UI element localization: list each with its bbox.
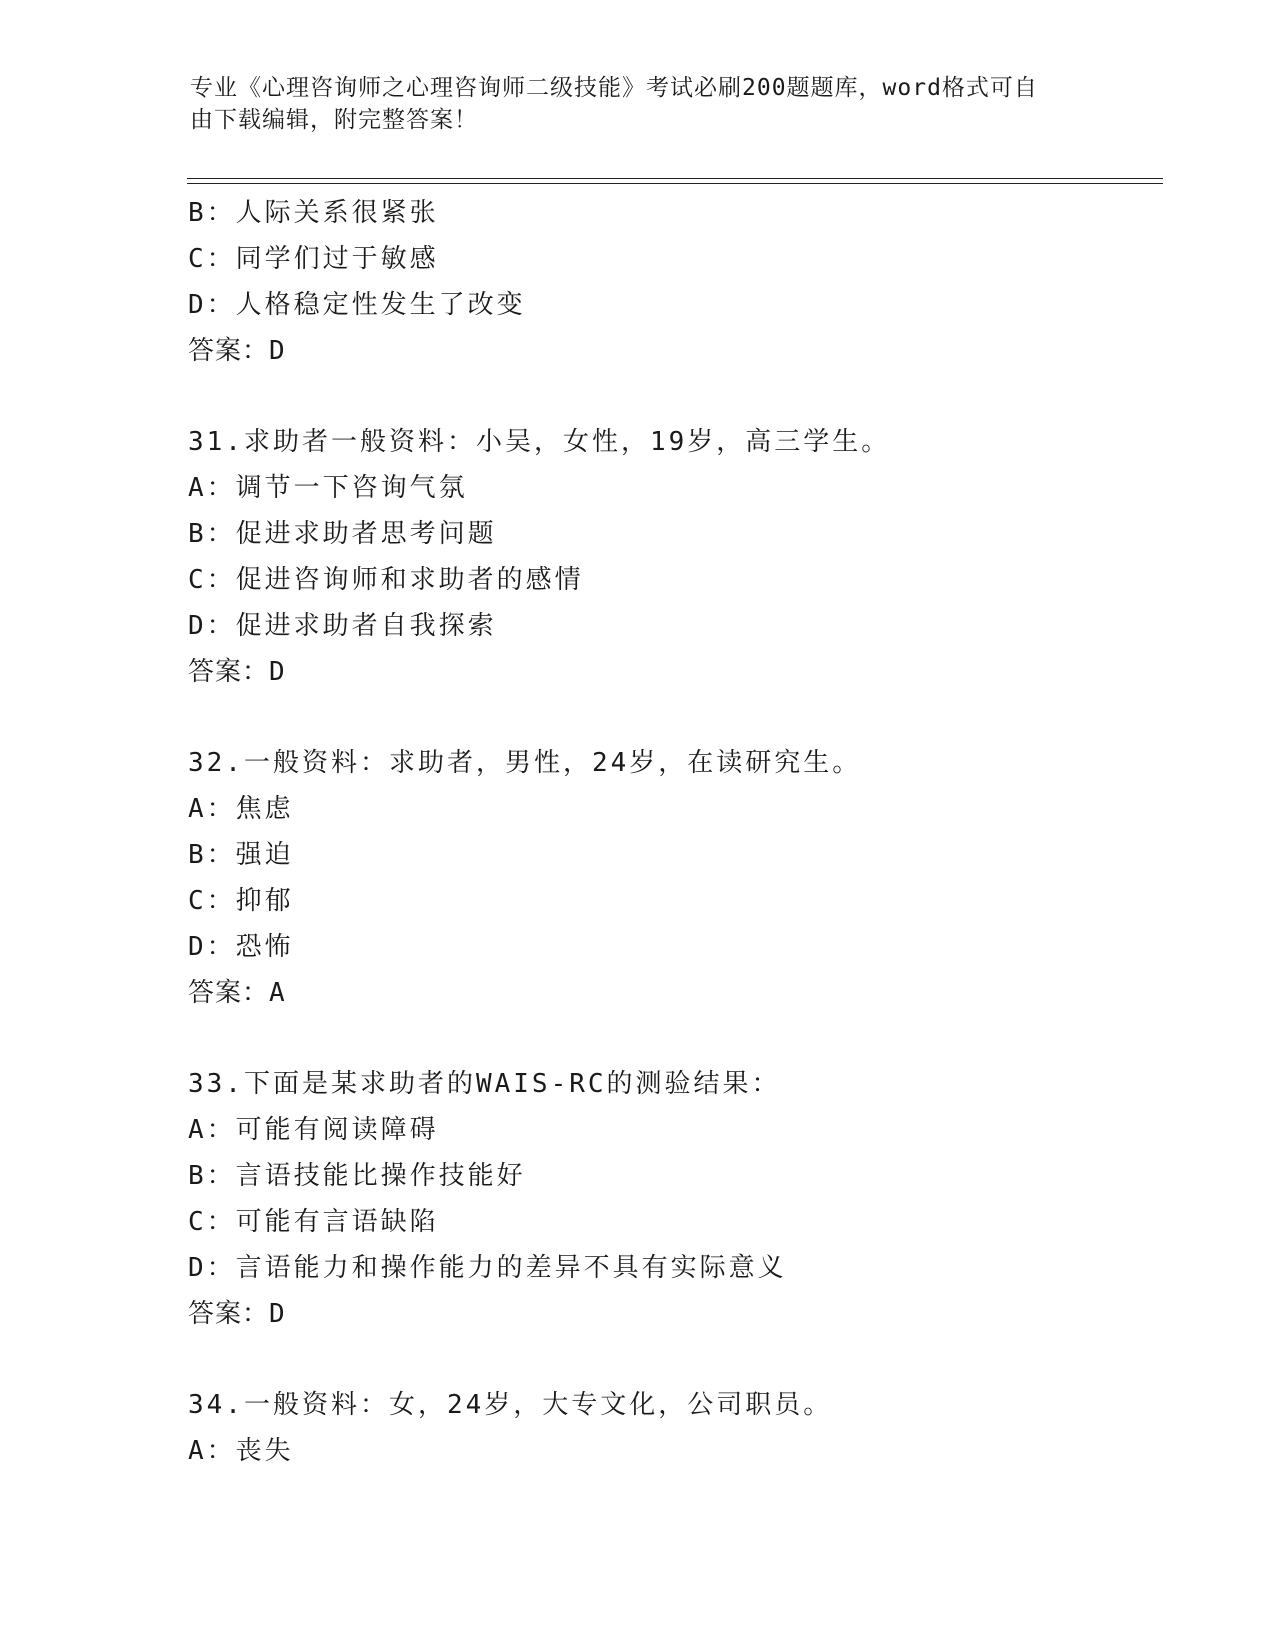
option-line: A：丧失 bbox=[188, 1436, 294, 1466]
option-line: A：调节一下咨询气氛 bbox=[188, 473, 468, 503]
option-line: C：促进咨询师和求助者的感情 bbox=[188, 565, 584, 595]
question-gap bbox=[188, 374, 1148, 419]
option-line: A：焦虑 bbox=[188, 794, 294, 824]
header-divider-top bbox=[187, 178, 1163, 179]
option-line: D：人格稳定性发生了改变 bbox=[188, 290, 526, 320]
header-line-1: 专业《心理咨询师之心理咨询师二级技能》考试必刷200题题库，word格式可自 bbox=[190, 75, 1038, 101]
option-line: B：言语技能比操作技能好 bbox=[188, 1161, 526, 1191]
option-line: B：强迫 bbox=[188, 840, 294, 870]
question-32 bbox=[188, 740, 1148, 1016]
option-line: D：言语能力和操作能力的差异不具有实际意义 bbox=[188, 1253, 787, 1283]
question-34 bbox=[188, 1382, 1148, 1474]
option-line: D：促进求助者自我探索 bbox=[188, 611, 497, 641]
option-line: C：同学们过于敏感 bbox=[188, 244, 439, 274]
leading-question-fragment bbox=[188, 190, 1148, 374]
question-gap bbox=[188, 1016, 1148, 1061]
header-divider-bottom bbox=[187, 183, 1163, 184]
option-line: D：恐怖 bbox=[188, 932, 294, 962]
header-line-2: 由下载编辑，附完整答案！ bbox=[190, 107, 478, 133]
question-stem: 34.一般资料：女，24岁，大专文化，公司职员。 bbox=[188, 1390, 833, 1420]
question-33 bbox=[188, 1061, 1148, 1337]
answer-line: 答案：A bbox=[188, 978, 286, 1008]
question-stem: 33.下面是某求助者的WAIS-RC的测验结果： bbox=[188, 1069, 781, 1099]
question-31 bbox=[188, 419, 1148, 695]
question-list bbox=[188, 190, 1148, 1474]
question-stem: 31.求助者一般资料：小吴，女性，19岁，高三学生。 bbox=[188, 427, 891, 457]
document-header bbox=[190, 72, 1090, 136]
question-stem: 32.一般资料：求助者，男性，24岁，在读研究生。 bbox=[188, 748, 862, 778]
question-gap bbox=[188, 695, 1148, 740]
answer-line: 答案：D bbox=[188, 657, 286, 687]
option-line: B：促进求助者思考问题 bbox=[188, 519, 497, 549]
answer-line: 答案：D bbox=[188, 1299, 286, 1329]
option-line: A：可能有阅读障碍 bbox=[188, 1115, 439, 1145]
answer-line: 答案：D bbox=[188, 336, 286, 366]
question-gap bbox=[188, 1337, 1148, 1382]
option-line: B：人际关系很紧张 bbox=[188, 198, 439, 228]
option-line: C：抑郁 bbox=[188, 886, 294, 916]
option-line: C：可能有言语缺陷 bbox=[188, 1207, 439, 1237]
